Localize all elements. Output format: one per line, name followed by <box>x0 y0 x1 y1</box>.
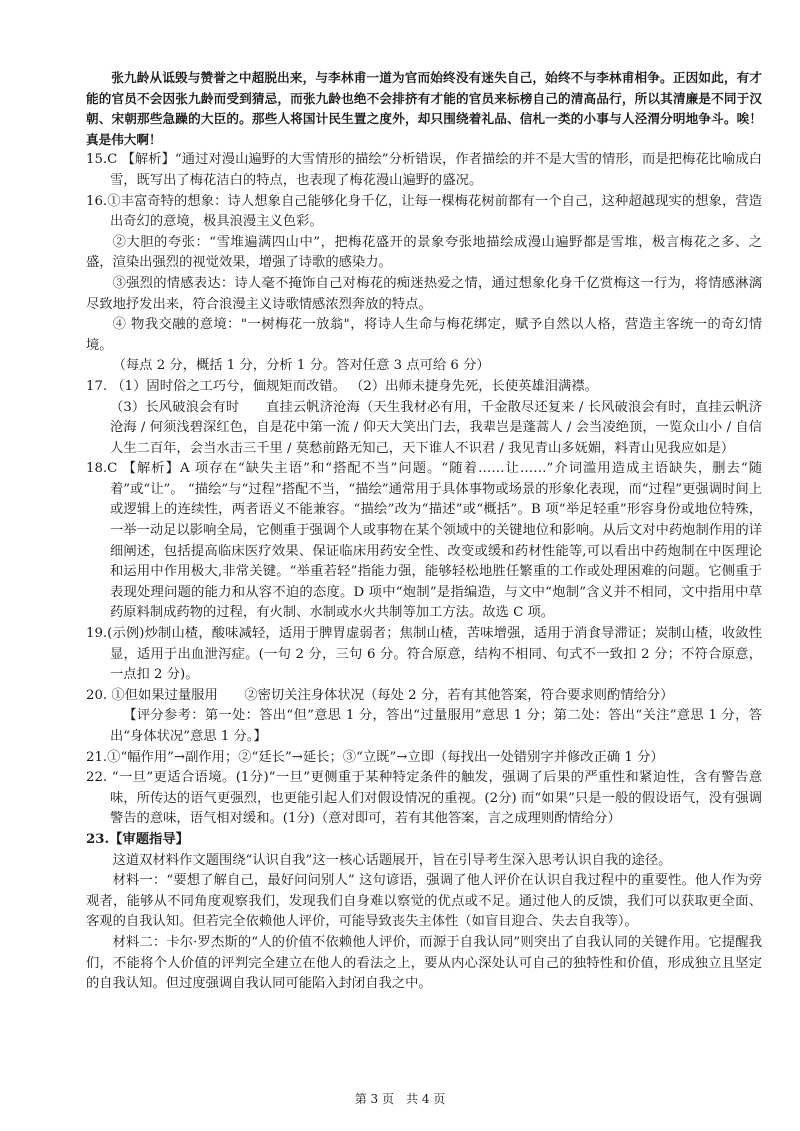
answer-text <box>86 68 762 995</box>
text-paragraph: 21.①“幅作用”→副作用；②“廷长”→延长；③“立既”→立即（每找出一处错别字并修改正确 1 分） <box>86 749 664 765</box>
text-paragraph: 19.(示例)炒制山楂，酸味减轻，适用于脾胃虚弱者；焦制山楂，苦味增强，适用于消食导滞证；炭制山楂，收敛性显，适用于出血泄泻症。(一句 2 分，三句 6 分。符合原意，结构不相同、句式不一致扣 2 分；不符合原意，一点扣 2 分)。 <box>86 626 762 683</box>
text-paragraph: 15.C 【解析】“通过对漫山遍野的大雪情形的描绘”分析错误，作者描绘的并不是大雪的情形，而是把梅花比喻成白雪，既写出了梅花洁白的特点，也表现了梅花漫山遍野的盛况。 <box>86 152 762 188</box>
text-paragraph: （3）长风破浪会有时 直挂云帆济沧海（天生我材必有用，千金散尽还复来 / 长风破浪会有时，直挂云帆济沧海 / 何须浅碧深红色，自是花中第一流 / 仰天大笑出门去，我辈岂是蓬蒿人 / 会当凌绝顶，一览众山小 / 自信人生二百年，会当水击三千里 / 莫愁前路无知己，天下谁人不识君 / 我见青山多妩媚，料青山见我应如是） <box>109 399 762 456</box>
text-paragraph: 材料一：“要想了解自己，最好问问别人” 这句谚语，强调了他人评价在认识自我过程中的重要性。他人作为旁观者，能够从不同角度观察我们，发现我们自身难以察觉的优点或不足。通过他人的反馈，我们可以获取更全面、客观的自我认知。但若完全依赖他人评价，可能导致丧失主体性（如盲目迎合、失去自我等）。 <box>86 873 762 930</box>
text-paragraph: 18.C 【解析】A 项存在“缺失主语”和“搭配不当”问题。“随着……让……”介词滥用造成主语缺失，删去“随着”或“让”。 “描绘”与“过程”搭配不当，“描绘”通常用于具体事物或场景的形象化表现，而“过程”更强调时间上或逻辑上的连续性，两者语义不能兼容。“描绘”改为“描述”或“概括”。B 项“举足轻重”形容身份或地位特殊，一举一动足以影响全局，它侧重于强调个人或事物在某个领域中的关键地位和影响。从后文对中药炮制作用的详细阐述，包括提高临床医疗效果、保证临床用药安全性、改变或缓和药材性能等,可以看出中药炮制在中医理论和运用中作用极大,非常关键。“举重若轻”指能力强，能够轻松地胜任繁重的工作或处理困难的问题。它侧重于表现处理问题的能力和从容不迫的态度。D 项中“炮制”是指编造，与文中“炮制”含义并不相同，文中指用中草药原料制成药物的过程，有火制、水制或水火共制等加工方法。故选 C 项。 <box>86 461 762 621</box>
text-paragraph: 材料二：卡尔·罗杰斯的“人的价值不依赖他人评价，而源于自我认同”则突出了自我认同的关键作用。它提醒我们，不能将个人价值的评判完全建立在他人的看法之上，要从内心深处认可自己的独特性和价值，形成独立且坚定的自我认知。但过度强调自我认同可能陷入封闭自我之中。 <box>86 934 762 992</box>
text-paragraph: （每点 2 分，概括 1 分，分析 1 分。答对任意 3 点可给 6 分） <box>112 358 490 374</box>
text-paragraph: 23.【审题指导】 <box>86 831 189 847</box>
page-footer: 第 3 页 共 4 页 <box>354 1092 446 1106</box>
text-paragraph: 16.①丰富奇特的想象：诗人想象自己能够化身千亿，让每一棵梅花树前都有一个自己，这种超越现实的想象，营造出奇幻的意境，极具浪漫主义色彩。 <box>86 193 762 230</box>
text-paragraph: ②大胆的夸张：“雪堆遍满四山中”，把梅花盛开的景象夸张地描绘成漫山遍野都是雪堆，极言梅花之多、之盛，渲染出强烈的视觉效果，增强了诗歌的感染力。 <box>86 234 762 271</box>
text-paragraph: 张九龄从诋毁与赞誉之中超脱出来，与李林甫一道为官而始终没有迷失自己，始终不与李林甫相争。正因如此，有才能的官员不会因张九龄而受到猜忌，而张九龄也绝不会排挤有才能的官员来标榜自己的清高品行，所以其清廉是不同于汉朝、宋朝那些急躁的大臣的。那些人将国计民生置之度外，却只围绕着礼品、信札一类的小事与人泾渭分明地争斗。唉！真是伟大啊！ <box>86 70 762 147</box>
text-paragraph: ④ 物我交融的意境："一树梅花一放翁"，将诗人生命与梅花绑定，赋予自然以人格，营造主客统一的奇幻情境。 <box>86 317 762 353</box>
text-paragraph: 20. ①但如果过量服用 ②密切关注身体状况（每处 2 分，若有其他答案，符合要求则酌情给分） <box>86 687 674 703</box>
text-paragraph: 17. （1）固时俗之工巧兮，偭规矩而改错。 （2）出师未捷身先死，长使英雄泪满襟。 <box>86 378 598 394</box>
text-paragraph: 22. “一旦”更适合语境。(1分)“一旦”更侧重于某种特定条件的触发，强调了后果的严重性和紧迫性，含有警告意味，所传达的语气更强烈，也更能引起人们对假设情况的重视。(2分) 而“如果”只是一般的假设语气，没有强调警告的意味，语气相对缓和。(1分)（意对即可，若有其他答案，言之成理则酌情给分） <box>86 770 762 827</box>
text-paragraph: ③强烈的情感表达：诗人毫不掩饰自己对梅花的痴迷热爱之情，通过想象化身千亿赏梅这一行为，将情感淋漓尽致地抒发出来，符合浪漫主义诗歌情感浓烈奔放的特点。 <box>86 275 762 312</box>
text-paragraph: 这道双材料作文题围绕“认识自我”这一核心话题展开，旨在引导考生深入思考认识自我的途径。 <box>112 852 672 868</box>
text-paragraph: 【评分参考：第一处：答出“但”意思 1 分，答出“过量服用”意思 1 分；第二处：答出“关注”意思 1 分，答出“身体状况”意思 1 分。】 <box>109 708 762 744</box>
